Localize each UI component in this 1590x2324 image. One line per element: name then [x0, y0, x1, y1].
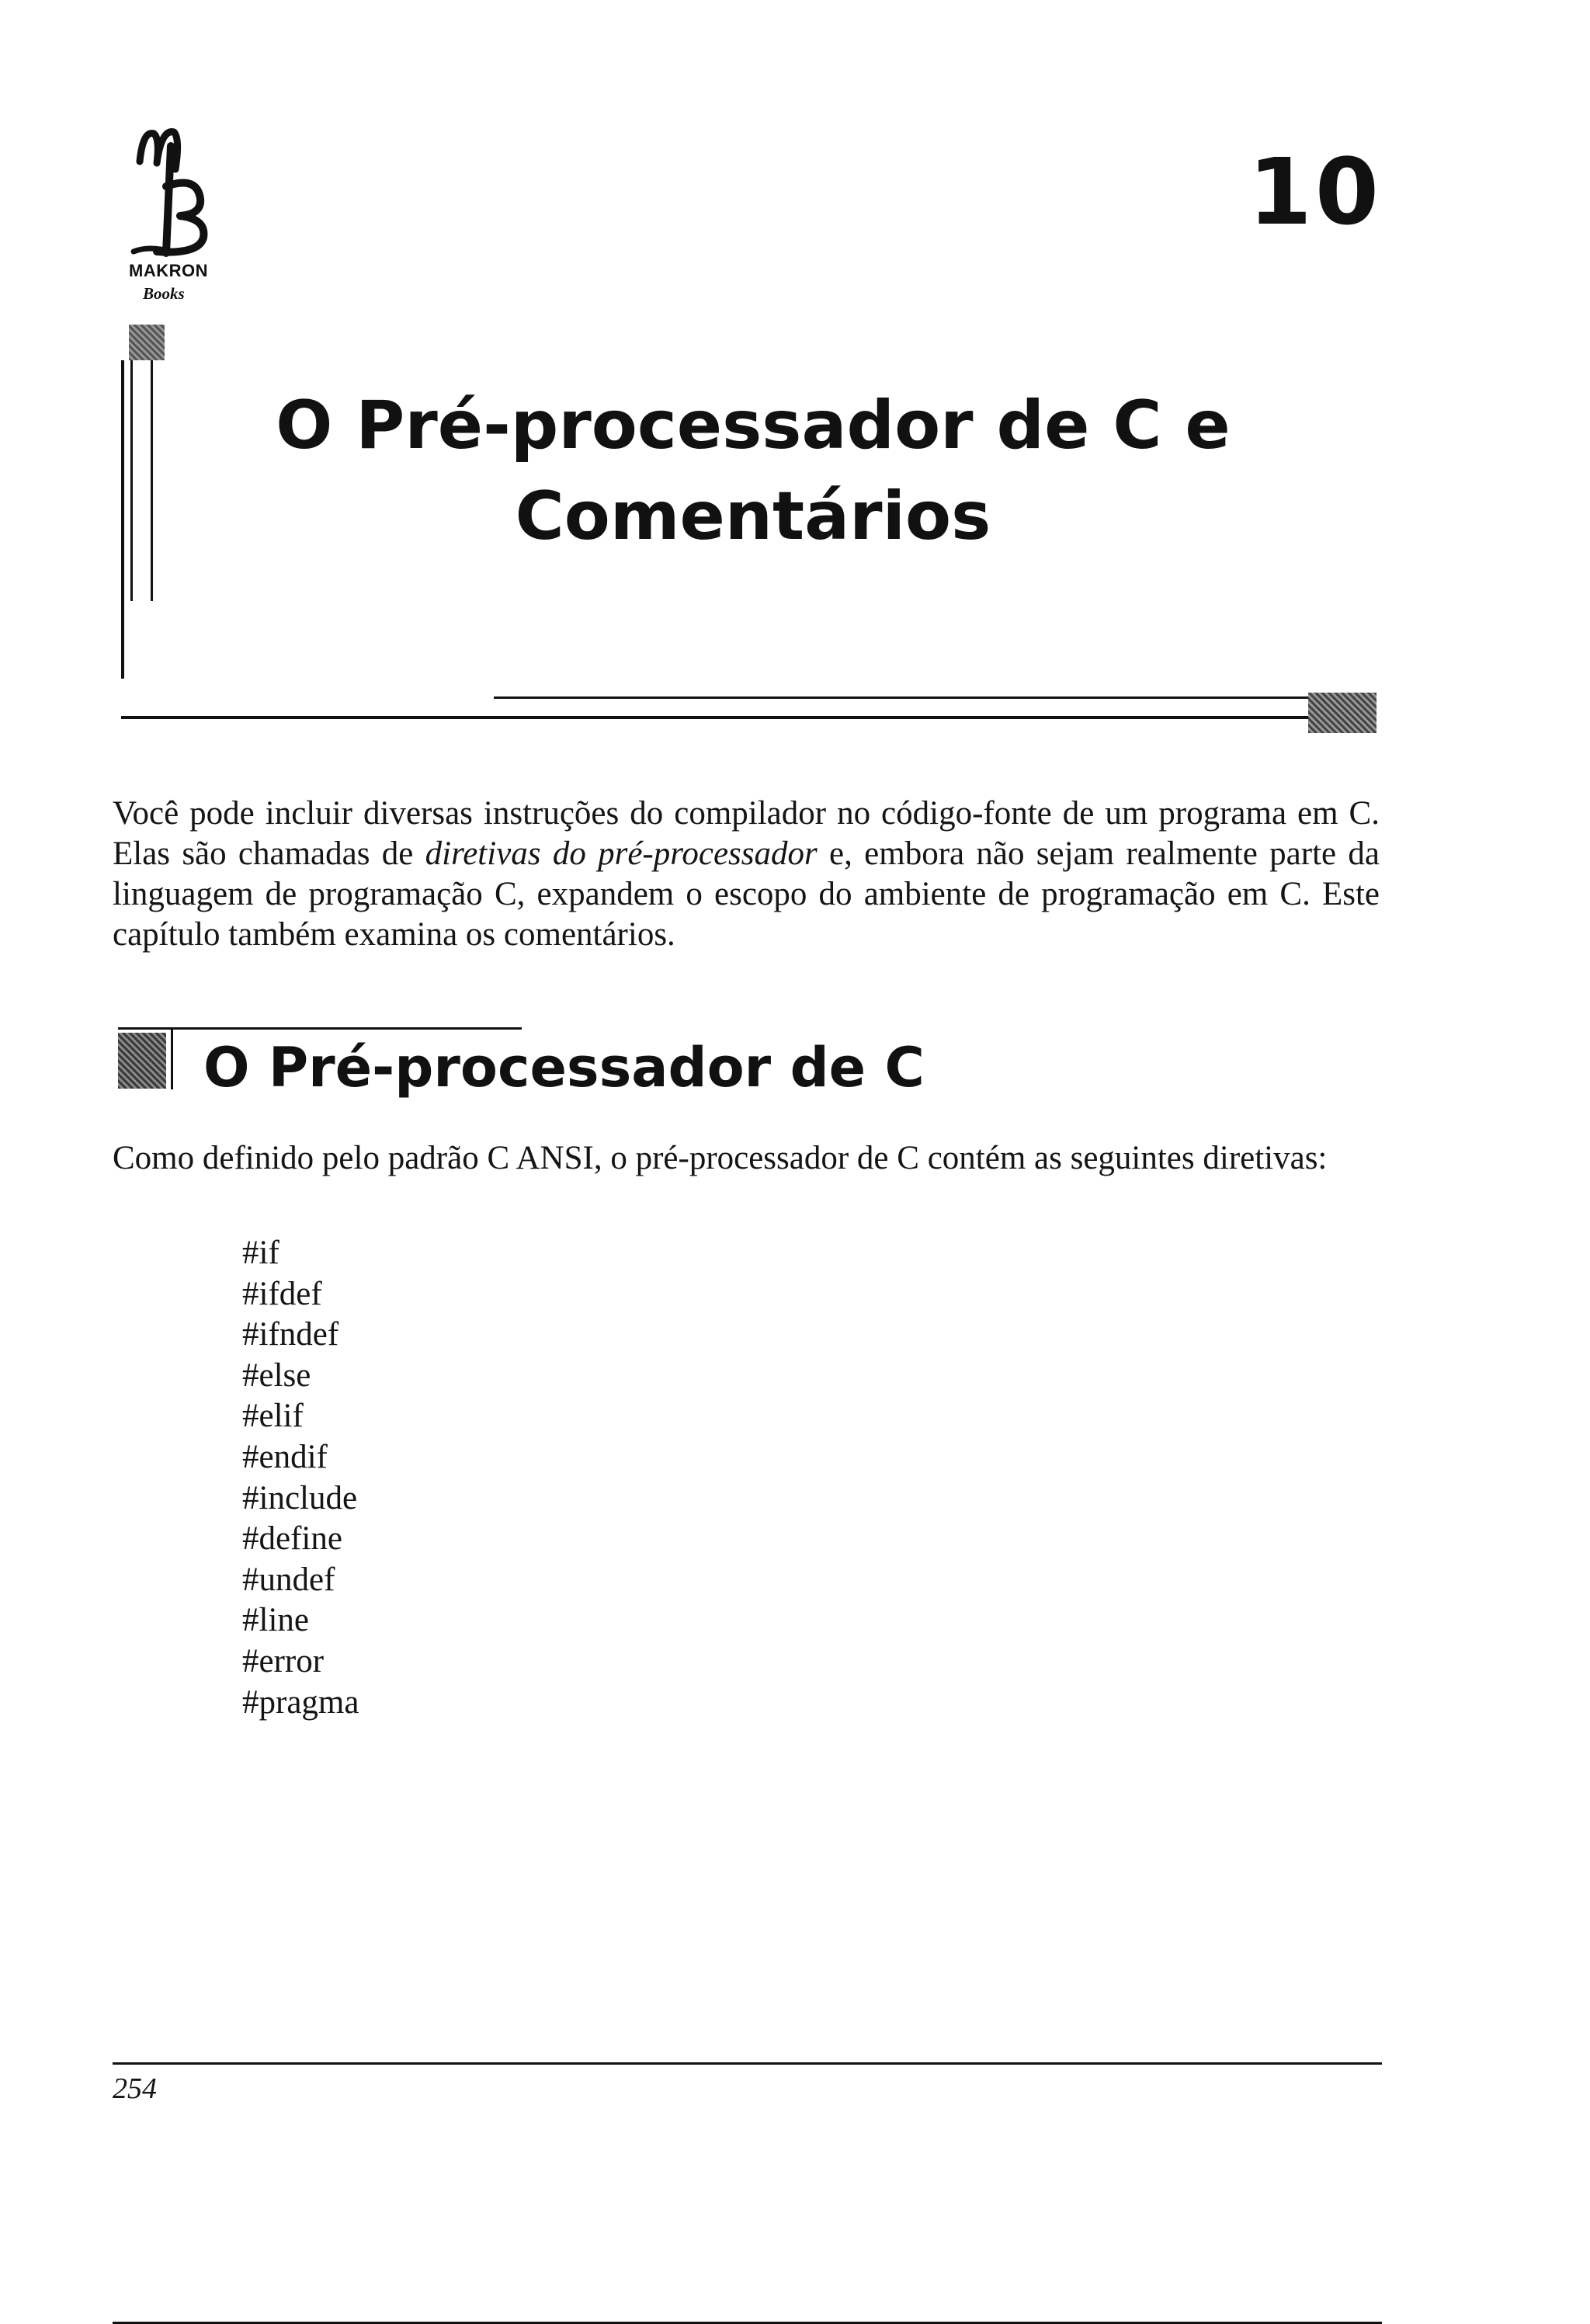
intro-text-end: e, embora não sejam realmente parte da linguagem de programação C, expandem o escopo do ambiente de programação em C. Este capítulo também examina os comentários. [113, 835, 1380, 953]
title-frame-rule-left [130, 360, 133, 601]
directives-intro-paragraph: Como definido pelo padrão C ANSI, o pré-processador de C contém as seguintes diretivas: [113, 1140, 1328, 1176]
chapter-number: 10 [1248, 138, 1382, 245]
section-heading-square [118, 1033, 166, 1089]
directive-item: #undef [242, 1561, 335, 1598]
chapter-title-line-2: Comentários [515, 478, 991, 555]
intro-text-start: Você pode incluir diversas instruções do compilador no código-fonte de um programa em C. Elas são chamadas de [113, 795, 1380, 872]
directive-item: #else [242, 1357, 311, 1394]
title-corner-square [129, 325, 165, 360]
section-heading-rule-tick [171, 1027, 173, 1089]
title-rule-end-square [1308, 693, 1376, 733]
chapter-title [248, 380, 1258, 562]
directive-item: #ifdef [242, 1275, 322, 1312]
directive-list [242, 1233, 359, 1723]
section-heading: O Pré-processador de C [203, 1036, 925, 1099]
section-heading-rule [118, 1027, 522, 1030]
title-rule-upper [494, 697, 1309, 699]
title-rule-lower [121, 716, 1309, 719]
visible-footer-rule [113, 2062, 1382, 2065]
directive-item: #define [242, 1520, 342, 1558]
directive-item: #elif [242, 1398, 304, 1435]
title-frame-rule-outer [121, 360, 124, 679]
intro-paragraph [113, 794, 1380, 955]
directive-item: #if [242, 1235, 279, 1271]
page-number: 254 [113, 2072, 157, 2105]
directive-item: #ifndef [242, 1316, 339, 1353]
publisher-imprint: Books [143, 284, 185, 303]
intro-emphasis: diretivas do pré-processador [425, 835, 818, 872]
makron-monogram-icon [126, 115, 219, 259]
chapter-title-line-1: O Pré-processador de C e [276, 387, 1231, 464]
directive-item: #line [242, 1602, 309, 1639]
publisher-logo [116, 115, 233, 317]
directive-item: #include [242, 1479, 358, 1516]
directive-item: #endif [242, 1438, 328, 1475]
directive-item: #pragma [242, 1683, 359, 1721]
title-frame-rule-right [151, 360, 153, 601]
publisher-name: MAKRON [129, 261, 208, 280]
directive-item: #error [242, 1642, 325, 1680]
